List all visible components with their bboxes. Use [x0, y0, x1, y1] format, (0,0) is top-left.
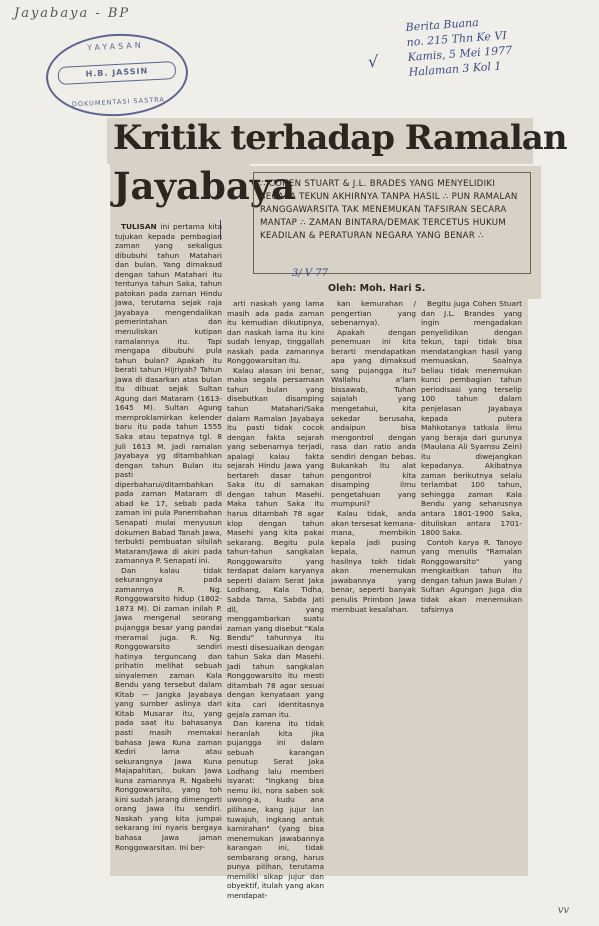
publication-note-line: Kamis, 5 Mei 1977: [407, 43, 513, 64]
paragraph: Dan karena itu tidak heranlah kita jika pujangga ini dalam sebuah karangan penutup Serat Jaka Lodhang lalu memberi isyarat: "Ingkang bisa nemu iki, nora saben sok uwong-a, kudu ana pilihane, kang jujur lan tuwajuh, ingkang antuk kamirahan" (yang bisa menemukan jawabannya karangan ini, tidak sembarang orang, harus punya pilihan, terutama memiliki sikap jujur dan obyektif, itulah yang akan mendapat-: [227, 719, 324, 900]
article-title-line-2: Jayabaya: [113, 164, 296, 208]
publication-note-line: Halaman 3 Kol 1: [408, 59, 502, 79]
paragraph: Contoh karya R. Tanoyo yang menulis "Ramalan Ronggowarsito" yang mengkaitkan tahun itu dengan tahun Jawa Bulan / Sultan Agungan Juga dia tidak akan menemukan tafsirnya: [421, 537, 522, 614]
handwritten-source-note: Jayabaya - BP: [14, 6, 131, 21]
handwritten-bottom-mark: vv: [557, 905, 569, 916]
article-lead-word: TULISAN: [121, 222, 157, 231]
paragraph: Kalau alasan ini benar, maka segala persamaan tahun bulan yang disebutkan disamping tahun Matahari/Saka dalam Ramalan Jayabaya itu pasti tidak cocok dengan fakta sejarah yang sebenarnya terjadi, apalagi kalau fakta sejarah Hindu Jawa yang bertareh dasar tahun Saka itu di samakan dengan tahun Masehi. Maka tahun Saka itu harus ditambah 78 agar klop dengan tahun Masehi yang kita pakai sekarang. Begitu pula tahun-tahun sangkalan Ronggowarsito yang terdapat dalam karyanya seperti dalam Serat Jaka Lodhang, Kala Tidha, Sabda Tama, Sabda Jati dll, yang menggambarkan suatu zaman yang disebut "Kala Bendu" tahunnya itu mesti disesuaikan dengan tahun Saka dan Masehi. Jadi tahun sangkalan Ronggowarsito itu mesti ditambah 78 agar sesuai dengan kenyataan yang kita cari identitasnya gejala zaman itu.: [227, 365, 324, 719]
paragraph: Begitu juga Cohen Stuart dan J.L. Brandes yang ingin mengadakan penyelidikan dengan tekun, tapi tidak bisa mendatangkan hasil yang memuaskan. Soalnya beliau tidak menemukan kunci pembagian tahun periodisasi yang terselip 100 tahun dalam penjelasan Jayabaya kepada putera Mahkotanya tatkala ilmu yang beraja dari gurunya (Maulana Ali Syamsu Zein) itu diwejangkan kepadanya. Akibatnya zaman berikutnya selalu terlambat 100 tahun, sehingga zaman Kala Bendu yang seharusnya antara 1801-1900 Saka, dituliskan antara 1701-1800 Saka.: [421, 299, 522, 538]
paragraph: ini pertama kita tujukan kepada pembagian zaman yang sekaligus dibubuhi tahun Matahari dan bulan. Yang dimaksud dengan tahun Matahari itu tentunya tahun Saka, tahun patokan pada zaman Hindu Jawa, terutama sejak raja Jayabaya mengendalikan pemerintahan dan menuliskan kutipan ramalannya itu. Tapi mengapa dibubuhi pula tahun bulan? Apakah itu berati tahun Hijriyah? Tahun Jawa di dasarkan atas bulan itu dibuat sejak Sultan Agung dari Mataram (1613-1645 M). Sultan Agung memproklamirkan kelender baru itu pada tahun 1555 Saka atau tepatnya tgl. 8 Juli 1613 M. Jadi ramalan Jayabaya yg ditambahkan dengan tahun Bulan itu pasti diperbaharui/ditambahkan pada zaman Mataram di abad ke 17, sebab pada zaman ini pula Panembahan Senapati mulai menyusun dokumen Babad Tanah Jawa, terbukti pembuatan silsilah Mataram/Jawa di akiri pada zamannya P. Senapati ini.: [115, 222, 222, 566]
stamp-bottom-text: DOKUMENTASI SASTRA: [71, 95, 166, 109]
publication-note-line: no. 215 Thn Ke VI: [406, 28, 508, 49]
paragraph: arti naskah yang lama masih ada pada zaman itu kemudian dikutipnya, dan naskah lama itu kini sudah lenyap, tinggallah naskah pada zamannya Ronggowarsitan itu.: [227, 299, 324, 366]
archive-stamp: [44, 30, 190, 119]
stamp-middle-text: H.B. JASSIN: [58, 61, 177, 85]
handwritten-date-mark: 3/ V 77: [292, 268, 329, 279]
publication-note-line: Berita Buana: [405, 15, 480, 34]
paragraph: Kalau tidak, anda akan tersesat kemana-mana, membikin kepala jadi pusing kepala, namun hasilnya tokh tidak akan menemukan jawabannya yang benar, seperti banyak penulis Primbon Jawa membuat kesalahan.: [331, 509, 416, 614]
article-intro: ∴ COHEN STUART & J.L. BRADES YANG MENYELIDIKI SECARA TEKUN AKHIRNYA TANPA HASIL ∴ PUN RAMALAN RANGGAWARSITA TAK MENEMUKAN TAFSIRAN SECARA MANTAP ∴ ZAMAN BINTARA/DEMAK TERCETUS HUKUM KEADILAN & PERATURAN NEGARA YANG BENAR ∴: [260, 179, 518, 241]
article-column-2: [227, 299, 324, 900]
check-mark-icon: √: [368, 52, 379, 71]
stamp-top-text: YAYASAN: [87, 40, 144, 53]
article-byline: Oleh: Moh. Hari S.: [328, 283, 426, 294]
article-column-4: [421, 299, 522, 614]
paragraph: kan kemurahan / pengertian yang sebenarnya).: [331, 299, 416, 328]
handwritten-publication-note: [405, 8, 579, 80]
paragraph: Dan kalau tidak sekurangnya pada zamannya R. Ng. Ronggowarsito hidup (1802-1873 M). Di zaman inilah P. Jawa mengenal seorang pujangga besar yang pandai meramal juga. R. Ng. Ronggowarsito sendiri hatinya terguncang dan prihatin melihat sebuah sinyalemen zaman Kala Bendu yang tersebut dalam Kitab — Jangka Jayabaya yang sumber aslinya dari Kitab Musarar itu, yang pada saat itu bahasanya pasti masih memakai bahasa Jawa Kuna zaman Kediri lama atau sekurangnya Jawa Kuna Majapahitan, bukan Jawa kuna zamannya R. Ngabehi Ronggowarsito, yang toh kini sudah jarang dimengerti orang Jawa itu sendiri. Naskah yang kita jumpai sekarang ini nyaris bergaya bahasa Jawa jaman Ronggowarsitan. Ini ber-: [115, 565, 222, 852]
paragraph: Apakah dengan penemuan ini kita berarti mendapatkan apa yang dimaksud sang pujangga itu? Wallahu a'lam bissawab, Tuhan sajalah yang mengetahui, kita sekedar berusaha, andaipun bisa mengontrol dengan rasa dan ratio anda sendiri dengan bebas. Bukankah itu alat pengontrol kita disamping ilmu pengetahuan yang mumpuni?: [331, 327, 416, 509]
article-column-3: [331, 299, 416, 614]
article-title-line-1: Kritik terhadap Ramalan: [113, 118, 567, 158]
article-column-1: [115, 222, 222, 852]
